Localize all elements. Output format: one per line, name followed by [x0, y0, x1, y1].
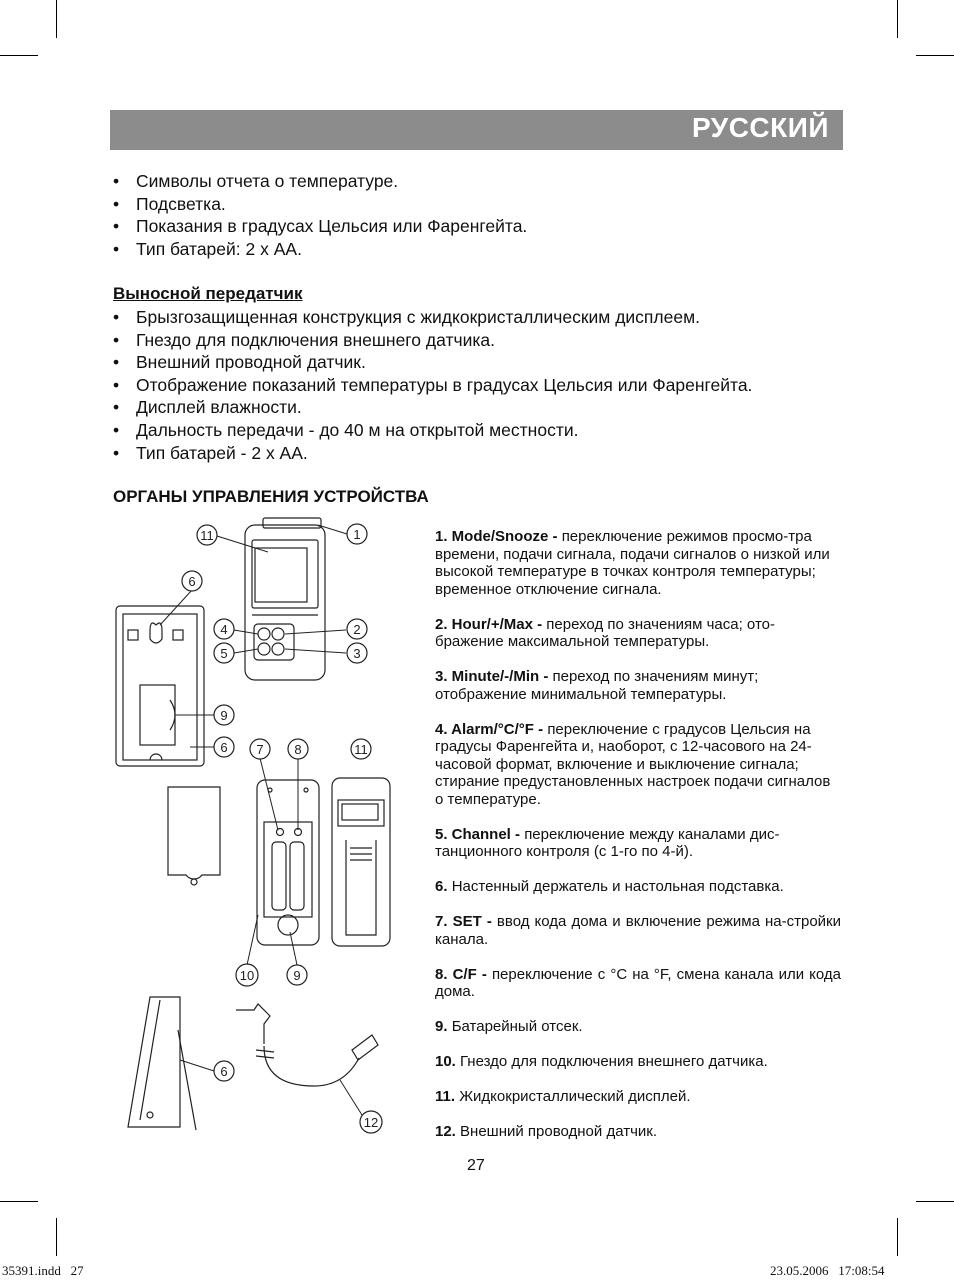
control-item: 12. Внешний проводной датчик. [435, 1123, 658, 1140]
transmitter-front [332, 778, 390, 946]
control-item: 8. C/F - переключение с °C на °F, смена канала или кода дома. [435, 965, 842, 1000]
transmitter-feature-list [113, 306, 752, 464]
transmitter-back [257, 780, 319, 945]
list-item: • Символы отчета о температуре. [113, 171, 399, 191]
main-unit-back [116, 606, 204, 766]
control-item: 6. Настенный держатель и настольная подставка. [435, 878, 784, 895]
crop-mark [56, 0, 57, 38]
device-diagram [110, 515, 410, 1145]
list-item: • Тип батарей - 2 х АА. [113, 442, 308, 463]
control-item: 2. Hour/+/Max - переход по значениям часа; ото-бражение максимальной температуры. [435, 615, 775, 650]
control-item: 4. Alarm/°C/°F - переключение с градусов Цельсия на градусы Фаренгейта и, наоборот, с 12-часового на 24-часовой формат, включение и выключение сигнала; стирание предустановленных настроек подачи сигналов о температуре. [435, 720, 831, 808]
callout-number: 3 [353, 646, 361, 661]
list-item: • Подсветка. [113, 193, 226, 214]
callout-number: 8 [294, 742, 302, 757]
main-unit-front [245, 518, 325, 680]
list-item: • Брызгозащищенная конструкция с жидкокристаллическим дисплеем. [113, 307, 700, 327]
callout-number: 11 [200, 528, 214, 543]
callout-number: 9 [220, 708, 228, 723]
callout-number: 6 [220, 1064, 228, 1079]
control-item: 7. SET - ввод кода дома и включение режима на-стройки канала. [435, 913, 842, 948]
footer-timestamp: 23.05.2006 17:08:54 [770, 1263, 885, 1278]
control-item: 9. Батарейный отсек. [435, 1018, 583, 1035]
page-number: 27 [467, 1157, 485, 1174]
callout-number: 5 [220, 646, 228, 661]
transmitter-heading: Выносной передатчик [113, 284, 303, 303]
battery-cover [168, 787, 220, 885]
callout-number: 6 [188, 574, 196, 589]
list-item: • Гнездо для подключения внешнего датчика. [113, 329, 496, 350]
list-item: • Дисплей влажности. [113, 397, 302, 418]
feature-list [113, 170, 527, 260]
language-title: РУССКИЙ [691, 112, 829, 143]
list-item: • Дальность передачи - до 40 м на открытой местности. [113, 419, 579, 440]
crop-mark [916, 55, 954, 56]
side-view-with-stand [128, 997, 196, 1130]
footer-file-info: 35391.indd 27 [2, 1263, 84, 1278]
list-item: • Отображение показаний температуры в градусах Цельсия или Фаренгейта. [113, 374, 753, 395]
control-item: 11. Жидкокристаллический дисплей. [435, 1088, 691, 1105]
callout-number: 2 [353, 622, 361, 637]
callout-number: 10 [239, 968, 255, 983]
callout-number: 9 [293, 968, 301, 983]
control-item: 3. Minute/-/Min - переход по значениям минут; отображение минимальной температуры. [435, 668, 759, 703]
crop-mark [0, 55, 38, 56]
controls-description-list [435, 528, 841, 1158]
callout-number: 4 [220, 622, 228, 637]
callout-number: 7 [256, 742, 264, 757]
list-item: • Показания в градусах Цельсия или Фаренгейта. [113, 216, 528, 237]
callout-number: 11 [354, 742, 368, 757]
crop-mark [0, 1201, 38, 1202]
control-item: 1. Mode/Snooze - переключение режимов просмо-тра времени, подачи сигнала, подачи сигналов о низкой или высокой температуре в точках контроля температуры; временное отключение сигнала. [435, 528, 830, 598]
control-item: 10. Гнездо для подключения внешнего датчика. [435, 1053, 768, 1070]
crop-mark [897, 1218, 898, 1256]
callout-number: 1 [353, 527, 361, 542]
control-item: 5. Channel - переключение между каналами дис-танционного контроля (с 1-го по 4-й). [435, 825, 780, 860]
language-header-bar [110, 110, 843, 150]
crop-mark [916, 1201, 954, 1202]
external-sensor [236, 1004, 378, 1086]
crop-mark [897, 0, 898, 38]
crop-mark [56, 1218, 57, 1256]
list-item: • Тип батарей: 2 х АА. [113, 238, 302, 259]
callout-numbers [188, 527, 378, 1130]
callout-number: 6 [220, 740, 228, 755]
list-item: • Внешний проводной датчик. [113, 352, 366, 373]
callout-number: 12 [363, 1115, 379, 1130]
controls-heading: ОРГАНЫ УПРАВЛЕНИЯ УСТРОЙСТВА [113, 487, 429, 506]
